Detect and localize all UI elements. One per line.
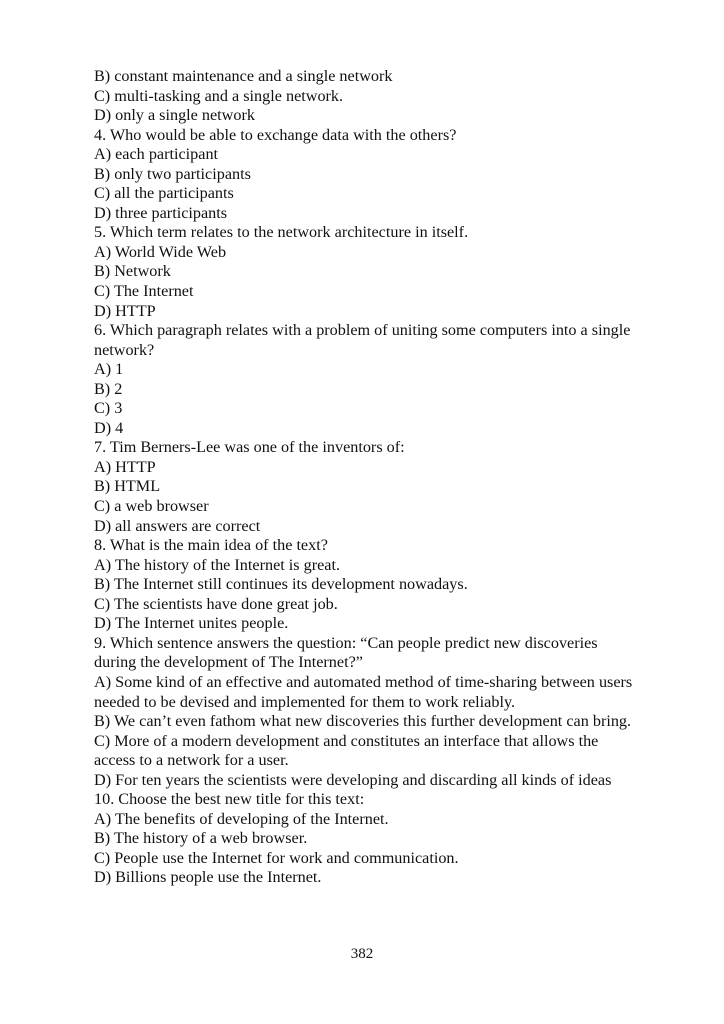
option-6b: B) 2 [94,379,123,398]
question-8: 8. What is the main idea of the text? [94,536,328,555]
option-4b: B) only two participants [94,164,251,183]
option-9c-line-1: C) More of a modern development and constitutes an interface that allows the [94,731,599,750]
question-10: 10. Choose the best new title for this text: [94,790,365,809]
option-9c-line-2: access to a network for a user. [94,751,289,770]
option-8c: C) The scientists have done great job. [94,594,338,613]
option-5d: D) HTTP [94,301,156,320]
option-6c: C) 3 [94,399,123,418]
option-9a-line-2: needed to be devised and implemented for them to work reliably. [94,692,516,711]
option-8d: D) The Internet unites people. [94,614,289,633]
option-3b: B) constant maintenance and a single network [94,67,393,85]
option-9b: B) We can’t even fathom what new discoveries this further development can bring. [94,712,632,731]
option-3d: D) only a single network [94,106,255,125]
page-number: 382 [350,946,374,962]
option-10d: D) Billions people use the Internet. [94,868,322,887]
option-9d: D) For ten years the scientists were developing and discarding all kinds of ideas [94,770,612,789]
option-7c: C) a web browser [94,497,209,516]
option-8a: A) The history of the Internet is great. [94,555,341,574]
option-7d: D) all answers are correct [94,516,261,535]
option-7a: A) HTTP [94,457,156,476]
option-3c: C) multi-tasking and a single network. [94,86,344,105]
option-6a: A) 1 [94,360,124,379]
question-9-line-2: during the development of The Internet?” [94,653,363,672]
option-10b: B) The history of a web browser. [94,829,308,848]
question-7: 7. Tim Berners-Lee was one of the inventors of: [94,438,405,457]
option-6d: D) 4 [94,418,124,437]
option-4a: A) each participant [94,145,219,164]
question-9-line-1: 9. Which sentence answers the question: “Can people predict new discoveries [94,633,598,652]
question-4: 4. Who would be able to exchange data with the others? [94,125,457,144]
option-4c: C) all the participants [94,184,234,203]
option-10a: A) The benefits of developing of the Internet. [94,809,389,828]
question-6-line-1: 6. Which paragraph relates with a problem of uniting some computers into a single [94,321,631,340]
question-5: 5. Which term relates to the network architecture in itself. [94,223,469,242]
option-4d: D) three participants [94,203,228,222]
option-5c: C) The Internet [94,282,194,301]
option-10c: C) People use the Internet for work and communication. [94,848,459,867]
option-9a-line-1: A) Some kind of an effective and automated method of time-sharing between users [94,672,633,691]
option-7b: B) HTML [94,477,161,496]
option-5b: B) Network [94,262,171,281]
document-page [94,67,674,888]
option-5a: A) World Wide Web [94,242,227,261]
option-8b: B) The Internet still continues its development nowadays. [94,575,468,594]
question-6-line-2: network? [94,340,155,359]
